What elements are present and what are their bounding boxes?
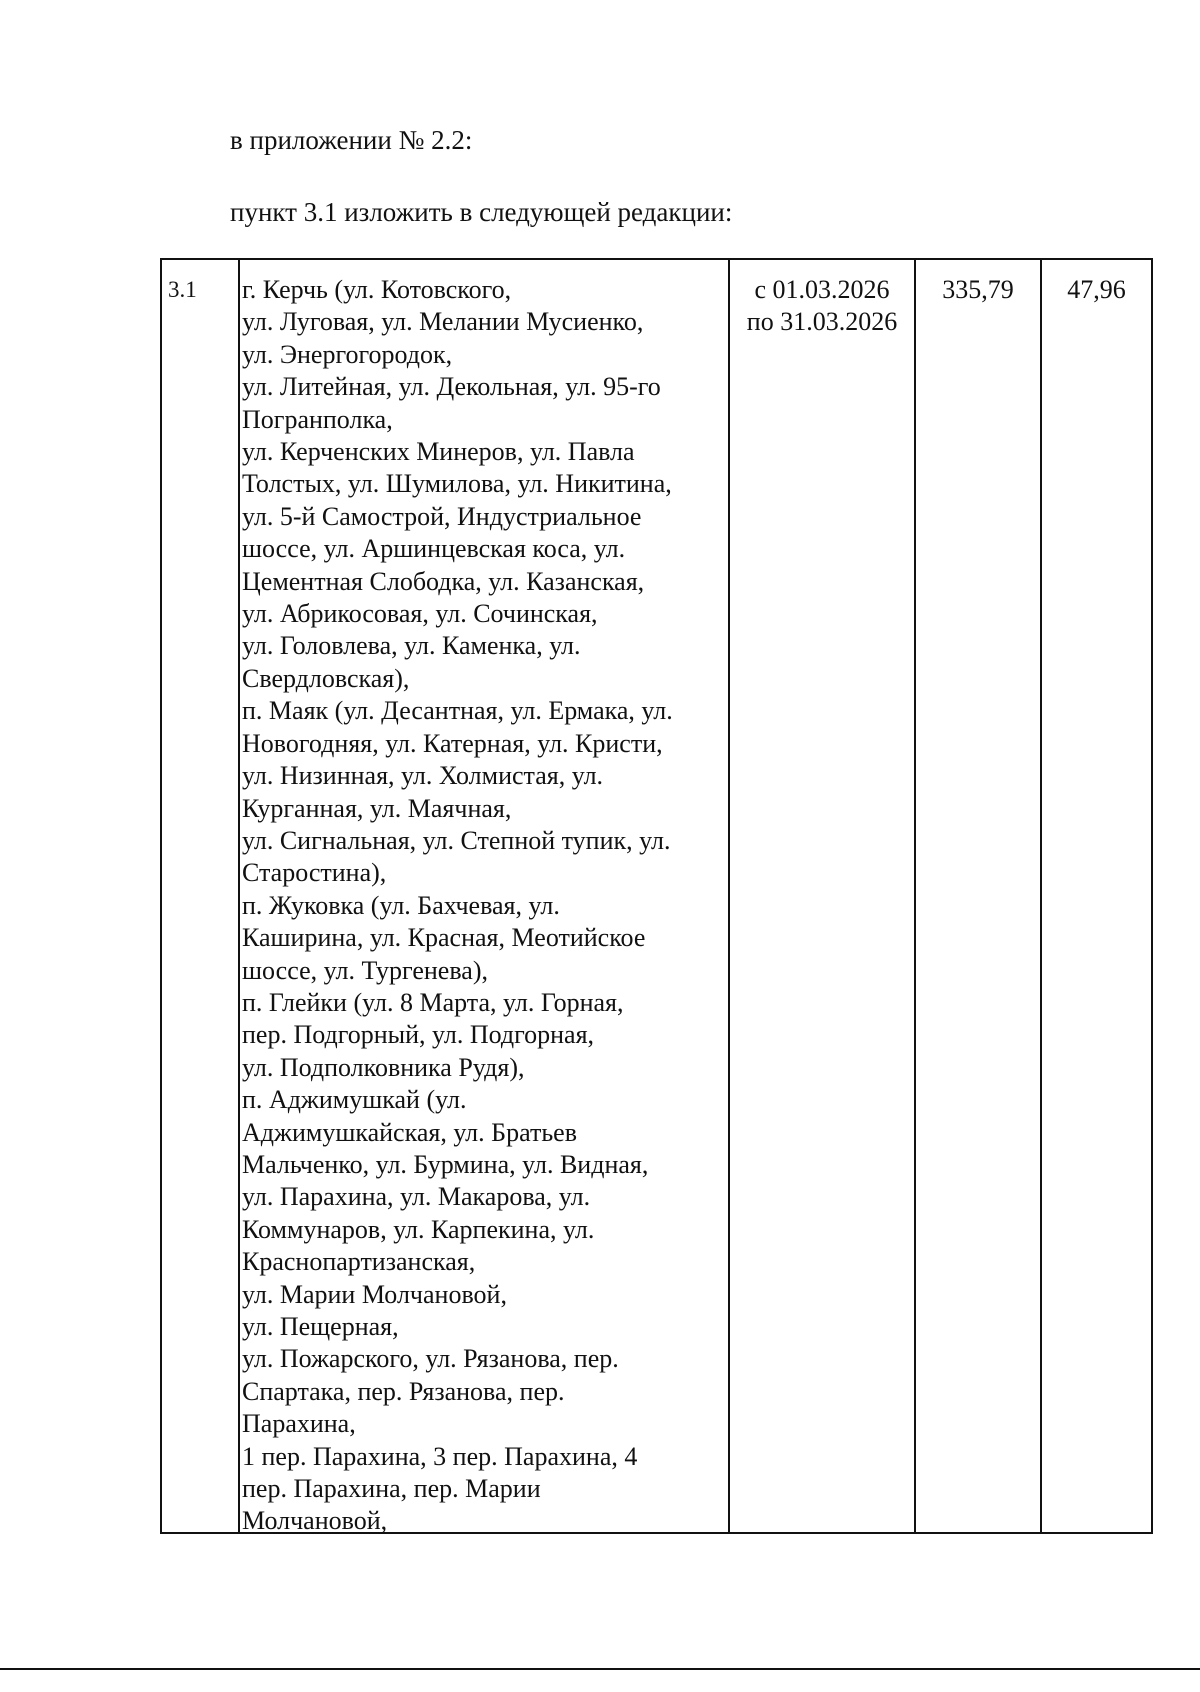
- address-line: Новогодняя, ул. Катерная, ул. Кристи,: [242, 728, 663, 758]
- address-line: п. Аджимушкай (ул.: [242, 1085, 467, 1115]
- address-line: Аджимушкайская, ул. Братьев: [242, 1117, 577, 1147]
- address-line: г. Керчь (ул. Котовского,: [242, 275, 512, 304]
- address-line: Краснопартизанская,: [242, 1247, 476, 1277]
- address-line: Мальченко, ул. Бурмина, ул. Видная,: [242, 1149, 649, 1179]
- address-line: ул. Литейная, ул. Декольная, ул. 95-го: [242, 372, 661, 402]
- address-line: ул. Пожарского, ул. Рязанова, пер.: [242, 1344, 619, 1374]
- tariff-table: [160, 258, 1153, 1534]
- address-line: шоссе, ул. Тургенева),: [242, 955, 488, 985]
- column-divider: [238, 260, 240, 1532]
- address-line: Цементная Слободка, ул. Казанская,: [242, 566, 645, 596]
- value2-cell: 47,96: [1067, 275, 1126, 304]
- amendment-instruction: пункт 3.1 изложить в следующей редакции:: [230, 197, 733, 227]
- column-divider: [728, 260, 730, 1532]
- address-line: п. Глейки (ул. 8 Марта, ул. Горная,: [242, 987, 624, 1017]
- address-line: ул. Низинная, ул. Холмистая, ул.: [242, 761, 604, 791]
- period-cell: [730, 274, 914, 339]
- column-divider: [1040, 260, 1042, 1532]
- address-cell: [242, 274, 726, 1538]
- amendment-heading: в приложении № 2.2:: [230, 125, 473, 155]
- address-line: ул. Подполковника Рудя),: [242, 1052, 525, 1082]
- value1-cell: 335,79: [942, 275, 1014, 304]
- address-line: п. Маяк (ул. Десантная, ул. Ермака, ул.: [242, 696, 673, 726]
- row-number-cell: 3.1: [168, 277, 197, 302]
- address-line: ул. 5-й Самострой, Индустриальное: [242, 501, 642, 531]
- address-line: шоссе, ул. Аршинцевская коса, ул.: [242, 534, 626, 564]
- address-line: 1 пер. Парахина, 3 пер. Парахина, 4: [242, 1441, 638, 1471]
- address-line: ул. Пещерная,: [242, 1312, 399, 1341]
- address-line: пер. Парахина, пер. Марии: [242, 1474, 541, 1504]
- address-line: ул. Керченских Минеров, ул. Павла: [242, 437, 635, 467]
- address-line: Курганная, ул. Маячная,: [242, 793, 512, 823]
- address-line: Толстых, ул. Шумилова, ул. Никитина,: [242, 469, 672, 499]
- address-line: ул. Энергогородок,: [242, 339, 453, 369]
- address-line: Старостина),: [242, 858, 387, 888]
- address-line: Коммунаров, ул. Карпекина, ул.: [242, 1214, 595, 1244]
- address-line: Спартака, пер. Рязанова, пер.: [242, 1376, 565, 1406]
- bottom-rule: [0, 1668, 1200, 1670]
- column-divider: [914, 260, 916, 1532]
- address-line: ул. Парахина, ул. Макарова, ул.: [242, 1182, 591, 1212]
- address-line: Погранполка,: [242, 404, 393, 434]
- address-line: ул. Сигнальная, ул. Степной тупик, ул.: [242, 825, 671, 855]
- address-line: Молчановой,: [242, 1506, 388, 1536]
- address-line: ул. Головлева, ул. Каменка, ул.: [242, 631, 581, 661]
- period-from: с 01.03.2026: [754, 275, 890, 304]
- address-line: пер. Подгорный, ул. Подгорная,: [242, 1020, 595, 1050]
- address-line: ул. Марии Молчановой,: [242, 1279, 507, 1309]
- address-line: ул. Луговая, ул. Мелании Мусиенко,: [242, 307, 644, 337]
- address-line: Свердловская),: [242, 663, 410, 693]
- address-line: Каширина, ул. Красная, Меотийское: [242, 923, 646, 953]
- address-line: ул. Абрикосовая, ул. Сочинская,: [242, 599, 598, 629]
- period-to: по 31.03.2026: [746, 307, 898, 337]
- address-line: п. Жуковка (ул. Бахчевая, ул.: [242, 890, 560, 920]
- address-line: Парахина,: [242, 1409, 356, 1439]
